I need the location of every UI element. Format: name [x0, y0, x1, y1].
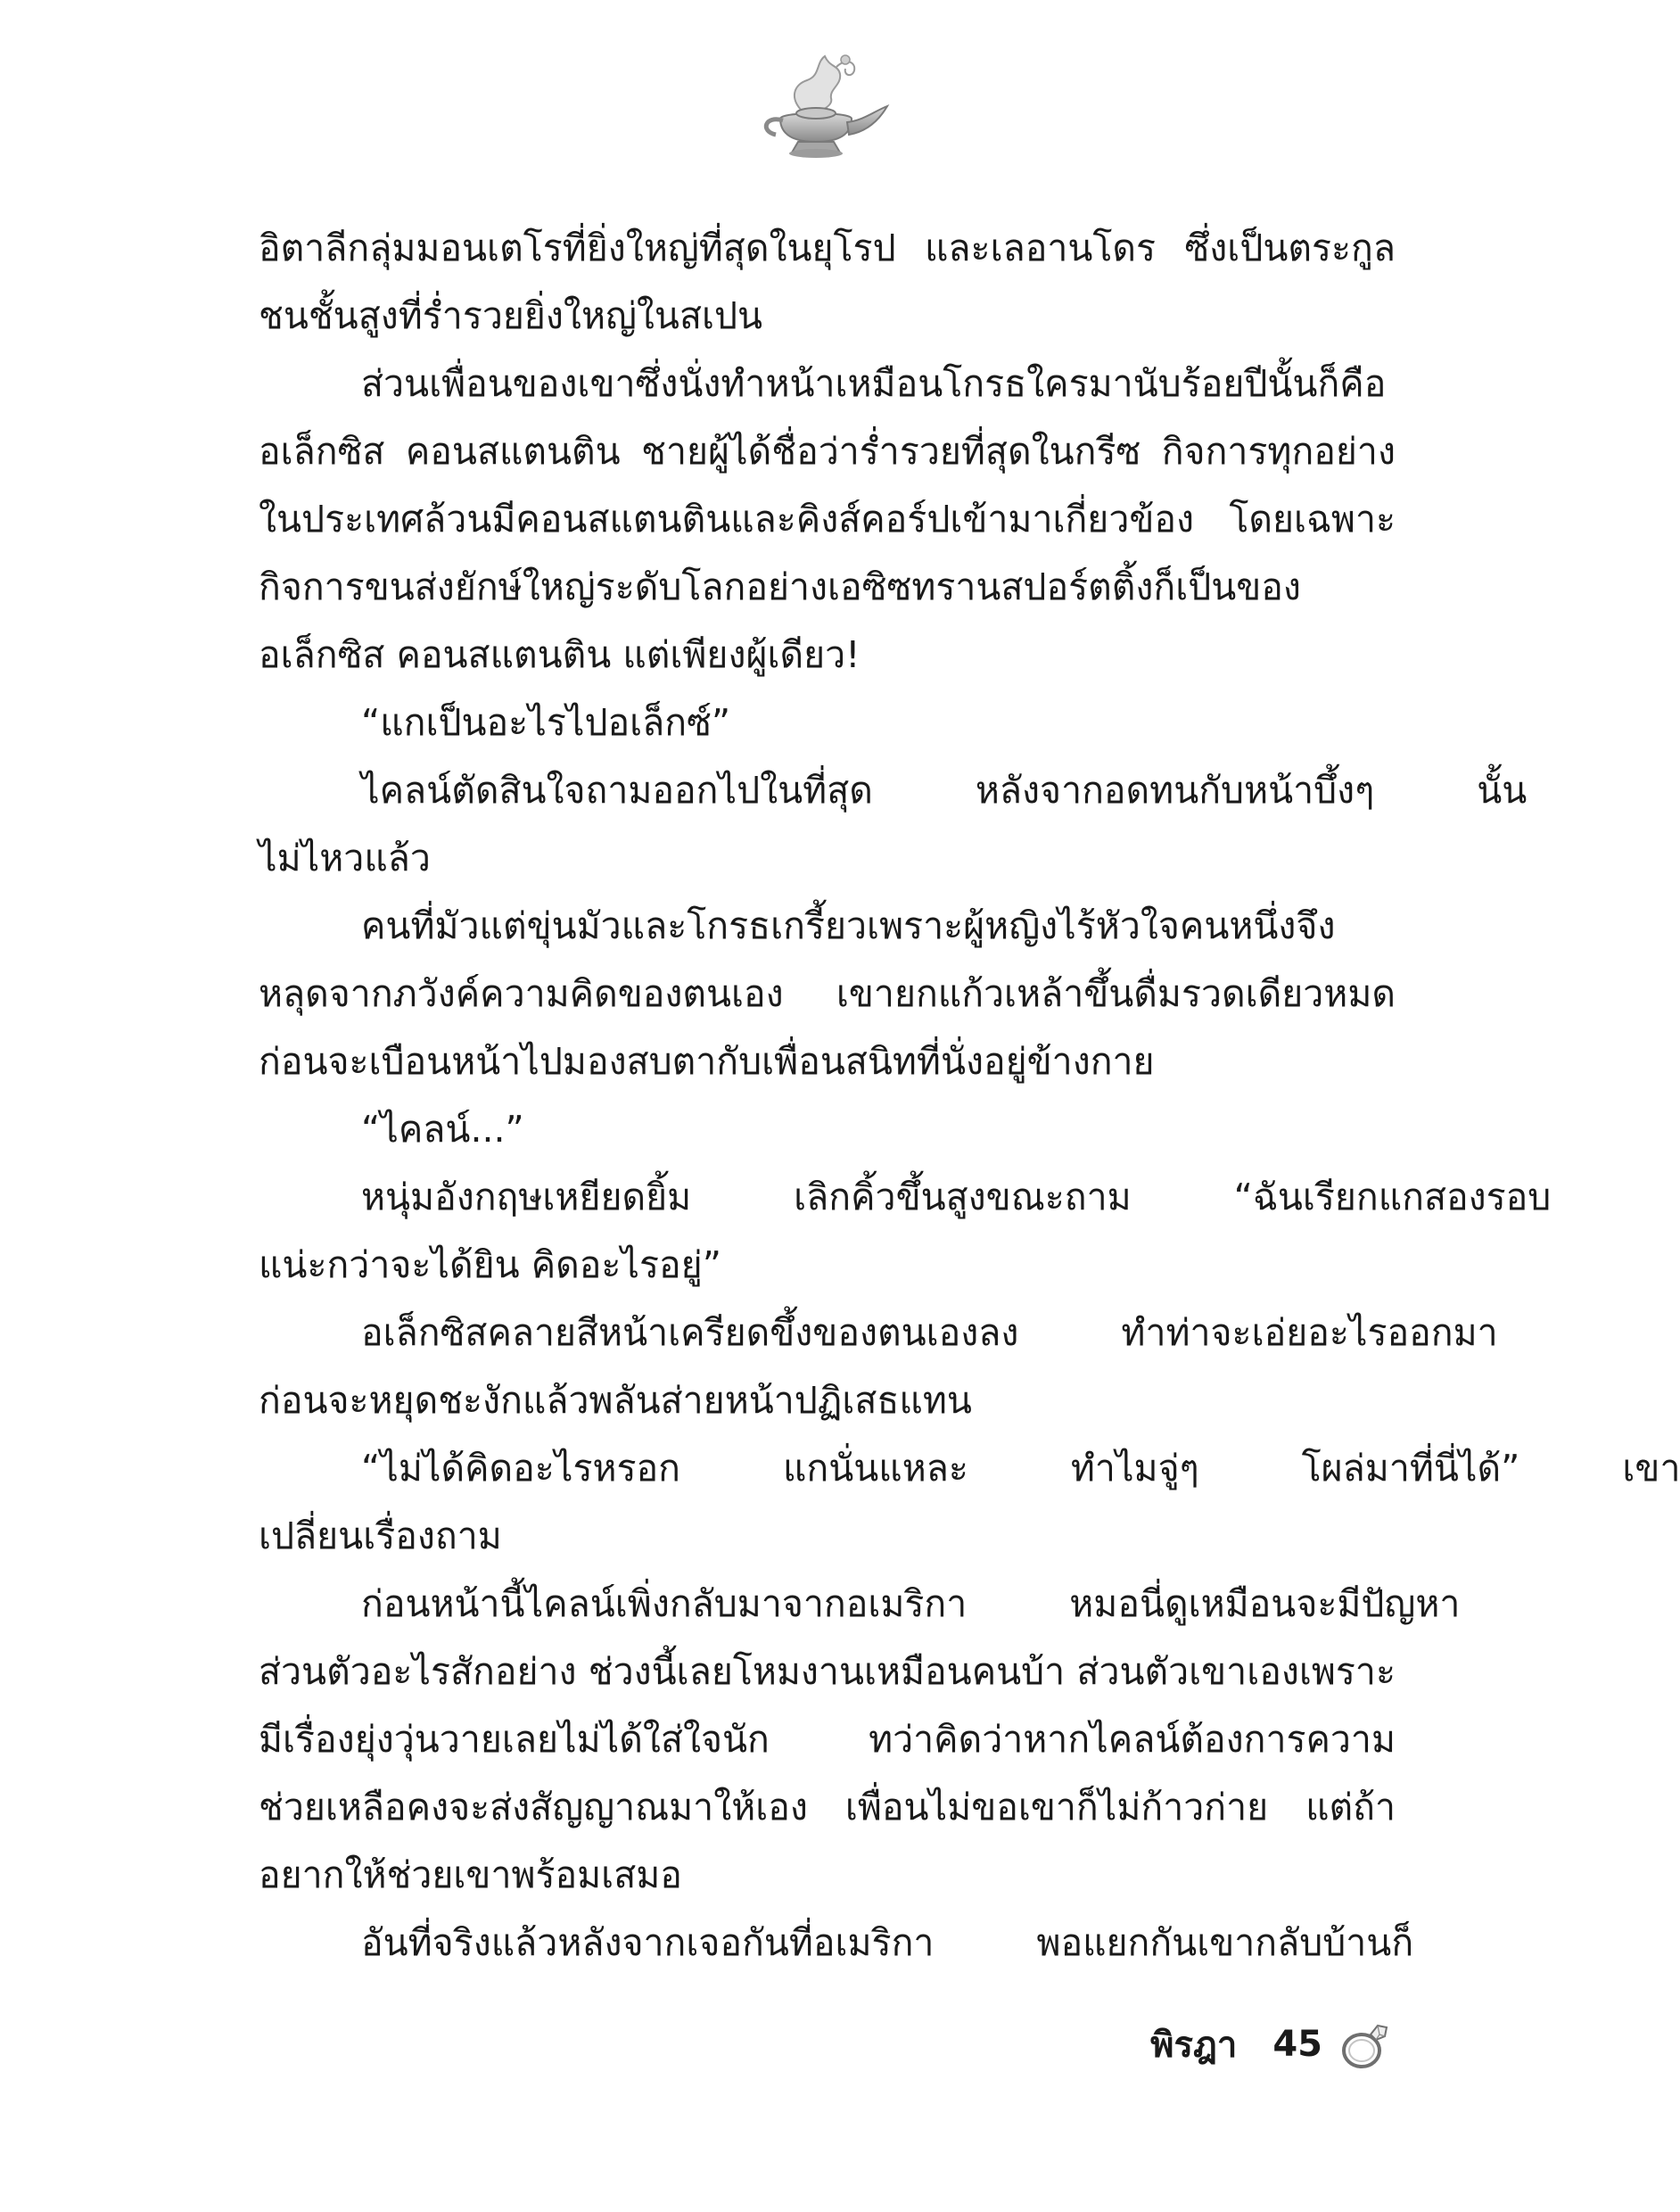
text-line	[259, 892, 1396, 960]
text-segment: และเลอานโดร	[925, 227, 1157, 269]
paragraph	[259, 1909, 1414, 1977]
text-line	[259, 1028, 1396, 1095]
text-line	[259, 1841, 1396, 1909]
text-segment: ส่วนตัวเขาเองเพราะ	[1076, 1650, 1396, 1693]
paragraph	[259, 1095, 1396, 1163]
text-segment: หลังจากอดทนกับหน้าบึ้งๆ	[975, 769, 1375, 812]
text-segment: อยากให้ช่วยเขาพร้อมเสมอ	[259, 1853, 682, 1896]
paragraph	[259, 892, 1396, 1095]
text-line	[259, 1909, 1414, 1977]
text-segment: อเล็กซิส คอนสแตนติน แต่เพียงผู้เดียว!	[259, 633, 861, 676]
text-line	[259, 1299, 1498, 1366]
paragraph	[259, 756, 1528, 892]
diamond-ring-icon	[1338, 2017, 1394, 2072]
text-line	[259, 485, 1396, 553]
text-line	[259, 1773, 1396, 1841]
text-segment: หลุดจากภวังค์ความคิดของตนเอง	[259, 972, 784, 1015]
text-line	[259, 1570, 1461, 1638]
text-segment: “แกเป็นอะไรไปอเล็กซ์”	[361, 701, 731, 744]
text-segment: ทำไมจู่ๆ	[1070, 1447, 1199, 1490]
text-segment: ช่วยเหลือคงจะส่งสัญญาณมาให้เอง	[259, 1786, 808, 1828]
text-segment: นั้น	[1477, 769, 1528, 812]
paragraph	[259, 214, 1396, 350]
paragraph	[259, 1163, 1552, 1299]
text-line	[259, 553, 1396, 621]
text-segment: ก่อนหน้านี้ไคลน์เพิ่งกลับมาจากอเมริกา	[361, 1582, 968, 1625]
text-segment: ชนชั้นสูงที่ร่ำรวยยิ่งใหญ่ในสเปน	[259, 294, 763, 337]
text-line	[259, 1163, 1552, 1231]
text-segment: “ไม่ได้คิดอะไรหรอก	[361, 1447, 680, 1490]
paragraph	[259, 1434, 1680, 1570]
text-segment: เปลี่ยนเรื่องถาม	[259, 1515, 502, 1557]
page-number: 45	[1272, 2024, 1322, 2065]
text-segment: “ไคลน์...”	[361, 1108, 524, 1151]
text-segment: คนที่มัวแต่ขุ่นมัวและโกรธเกรี้ยวเพราะผู้หญิงไร้หัวใจคนหนึ่งจึง	[361, 904, 1336, 947]
text-line	[259, 824, 1396, 892]
text-segment: หมอนี่ดูเหมือนจะมีปัญหา	[1069, 1582, 1461, 1625]
text-segment: เลิกคิ้วขึ้นสูงขณะถาม	[794, 1176, 1132, 1218]
text-segment: เขายกแก้วเหล้าขึ้นดื่มรวดเดียวหมด	[836, 972, 1396, 1015]
text-segment: ไคลน์ตัดสินใจถามออกไปในที่สุด	[361, 769, 873, 812]
text-line	[259, 214, 1396, 282]
text-line	[259, 350, 1396, 417]
book-title: พิรฎา	[1150, 2025, 1238, 2066]
text-segment: ส่วนเพื่อนของเขาซึ่งนั่งทำหน้าเหมือนโกรธใครมานับร้อยปีนั้นก็คือ	[361, 362, 1387, 405]
text-line	[259, 417, 1396, 485]
text-segment: แต่ถ้า	[1305, 1786, 1396, 1828]
text-line	[259, 689, 1396, 756]
text-line	[259, 1434, 1680, 1502]
text-segment: มีเรื่องยุ่งวุ่นวายเลยไม่ได้ใส่ใจนัก	[259, 1718, 770, 1761]
text-segment: โดยเฉพาะ	[1229, 498, 1396, 541]
text-line	[259, 756, 1528, 824]
paragraph	[259, 1299, 1498, 1434]
text-segment: ช่วงนี้เลยโหมงานเหมือนคนบ้า	[588, 1650, 1066, 1693]
paragraph	[259, 689, 1396, 756]
text-line	[259, 1095, 1396, 1163]
text-segment: ซึ่งเป็นตระกูล	[1184, 227, 1396, 269]
text-segment: แน่ะกว่าจะได้ยิน คิดอะไรอยู่”	[259, 1243, 721, 1286]
text-segment: เพื่อนไม่ขอเขาก็ไม่ก้าวก่าย	[844, 1786, 1269, 1828]
text-segment: ไม่ไหวแล้ว	[259, 837, 431, 879]
text-line	[259, 282, 1396, 350]
text-segment: ในประเทศล้วนมีคอนสแตนตินและคิงส์คอร์ปเข้ามาเกี่ยวข้อง	[259, 498, 1195, 541]
text-line	[259, 960, 1396, 1028]
text-segment: กิจการทุกอย่าง	[1161, 430, 1396, 473]
text-segment: ก่อนจะเบือนหน้าไปมองสบตากับเพื่อนสนิทที่นั่งอยู่ข้างกาย	[259, 1040, 1155, 1083]
text-segment: ส่วนตัวอะไรสักอย่าง	[259, 1650, 577, 1693]
paragraph	[259, 350, 1396, 689]
text-line	[259, 1231, 1396, 1299]
text-segment: แกนั่นแหละ	[782, 1447, 968, 1490]
text-segment: หนุ่มอังกฤษเหยียดยิ้ม	[361, 1176, 692, 1218]
text-line	[259, 1705, 1396, 1773]
text-line	[259, 621, 1396, 689]
text-line	[259, 1638, 1396, 1705]
text-segment: เขา	[1622, 1447, 1680, 1490]
text-segment: ทำท่าจะเอ่ยอะไรออกมา	[1121, 1311, 1498, 1354]
text-segment: อันที่จริงแล้วหลังจากเจอกันที่อเมริกา	[361, 1921, 935, 1964]
text-segment: พอแยกกันเขากลับบ้านก็	[1036, 1921, 1414, 1964]
body-text	[259, 214, 1680, 1977]
text-segment: คอนสแตนติน	[405, 430, 621, 473]
text-segment: ก่อนจะหยุดชะงักแล้วพลันส่ายหน้าปฏิเสธแทน	[259, 1379, 972, 1422]
text-segment: โผล่มาที่นี่ได้”	[1301, 1447, 1520, 1490]
text-segment: “ฉันเรียกแกสองรอบ	[1233, 1176, 1552, 1218]
text-segment: อเล็กซิส	[259, 430, 385, 473]
page-footer	[1150, 2016, 1394, 2073]
text-line	[259, 1366, 1396, 1434]
text-segment: ชายผู้ได้ชื่อว่าร่ำรวยที่สุดในกรีซ	[641, 430, 1141, 473]
text-segment: ทว่าคิดว่าหากไคลน์ต้องการความ	[869, 1718, 1396, 1761]
text-line	[259, 1502, 1396, 1570]
text-segment: อิตาลีกลุ่มมอนเตโรที่ยิ่งใหญ่ที่สุดในยุโรป	[259, 227, 896, 269]
text-segment: กิจการขนส่งยักษ์ใหญ่ระดับโลกอย่างเอซิซทรานสปอร์ตติ้งก็เป็นของ	[259, 565, 1301, 608]
paragraph	[259, 1570, 1461, 1909]
text-segment: อเล็กซิสคลายสีหน้าเครียดขึ้งของตนเองลง	[361, 1311, 1019, 1354]
genie-lamp-icon	[740, 49, 892, 161]
